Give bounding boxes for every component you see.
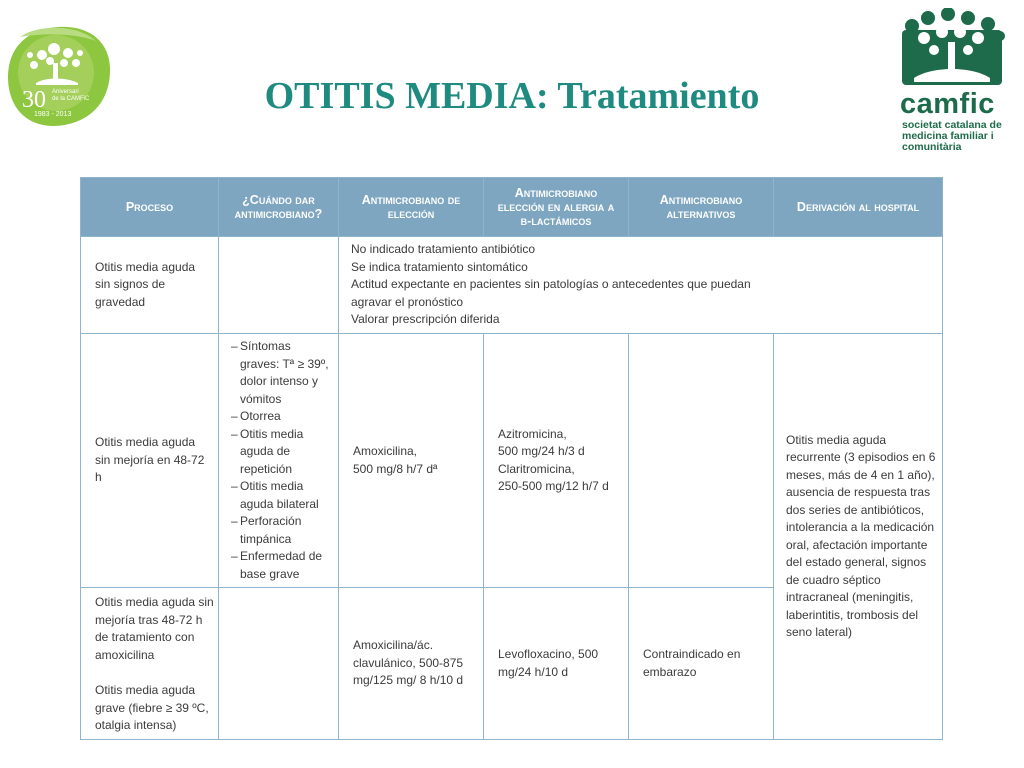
camfic-wordmark: camfic: [900, 88, 995, 120]
cell-alergia: Azitromicina, 500 mg/24 h/3 d Claritromicina, 250-500 mg/12 h/7 d: [484, 334, 629, 588]
camfic-subtitle-line: medicina familiar i: [902, 130, 994, 142]
header-proceso: Proceso: [81, 178, 219, 237]
cell-cuando: [219, 334, 339, 588]
anniversary-text-1: Aniversari: [52, 89, 79, 95]
table-row: [81, 334, 943, 588]
cell-alternativos: Contraindicado en embarazo: [629, 588, 774, 740]
list-item: – Síntomas graves: Tª ≥ 39º, dolor intenso y vómitos: [231, 338, 332, 408]
cell-proceso: Otitis media aguda sin mejoría en 48-72 h: [81, 334, 219, 588]
anniversary-years: 1983 - 2013: [34, 111, 72, 118]
list-item: – Otitis media aguda de repetición: [231, 426, 332, 479]
cell-proceso: Otitis media aguda sin signos de gravedad: [81, 237, 219, 334]
cell-alergia: Levofloxacino, 500 mg/24 h/10 d: [484, 588, 629, 740]
list-item: – Enfermedad de base grave: [231, 548, 332, 583]
slide-title: OTITIS MEDIA: Tratamiento: [264, 75, 760, 117]
anniversary-text-2: de la CAMFiC: [52, 96, 90, 102]
table-header-row: [81, 178, 943, 237]
cell-eleccion: Amoxicilina, 500 mg/8 h/7 dª: [339, 334, 484, 588]
cell-alternativos: [629, 334, 774, 588]
list-item: – Otorrea: [231, 408, 332, 426]
camfic-tree-icon: [892, 8, 1012, 88]
header-cuando: ¿Cuándo dar antimicrobiano?: [219, 178, 339, 237]
cell-derivacion: Otitis media aguda recurrente (3 episodios en 6 meses, más de 4 en 1 año), ausencia de respuesta tras dos series de antibióticos, intolerancia a la medicación oral, afectación importante del estado general, signos de cuadro séptico intracraneal (meningitis, laberintitis, trombosis del seno lateral): [774, 334, 943, 740]
camfic-subtitle: [902, 120, 1024, 153]
header-derivacion: Derivación al hospital: [774, 178, 943, 237]
list-item: – Otitis media aguda bilateral: [231, 478, 332, 513]
header-eleccion: Antimicrobiano de elección: [339, 178, 484, 237]
header-alternativos: Antimicrobiano alternativos: [629, 178, 774, 237]
cell-cuando: [219, 588, 339, 740]
cell-eleccion: Amoxicilina/ác. clavulánico, 500-875 mg/125 mg/ 8 h/10 d: [339, 588, 484, 740]
list-item: – Perforación timpánica: [231, 513, 332, 548]
cell-cuando: [219, 237, 339, 334]
cell-merged-recommendation: No indicado tratamiento antibiótico Se indica tratamiento sintomático Actitud expectante en pacientes sin patologías o antecedentes que puedan agravar el pronóstico Valorar prescripción diferida: [339, 237, 943, 334]
treatment-table: [80, 177, 943, 740]
header-alergia: Antimicrobiano elección en alergia a β-lactámicos: [484, 178, 629, 237]
cell-proceso: Otitis media aguda sin mejoría tras 48-72 h de tratamiento con amoxicilina Otitis media aguda grave (fiebre ≥ 39 ºC, otalgia intensa): [81, 588, 219, 740]
camfic-logo: [890, 8, 1020, 158]
indications-list: [231, 338, 332, 583]
anniversary-number: 30: [22, 87, 46, 113]
table-row: [81, 237, 943, 334]
camfic-subtitle-line: societat catalana de: [902, 119, 1002, 131]
camfic-subtitle-line: comunitària: [902, 141, 962, 153]
